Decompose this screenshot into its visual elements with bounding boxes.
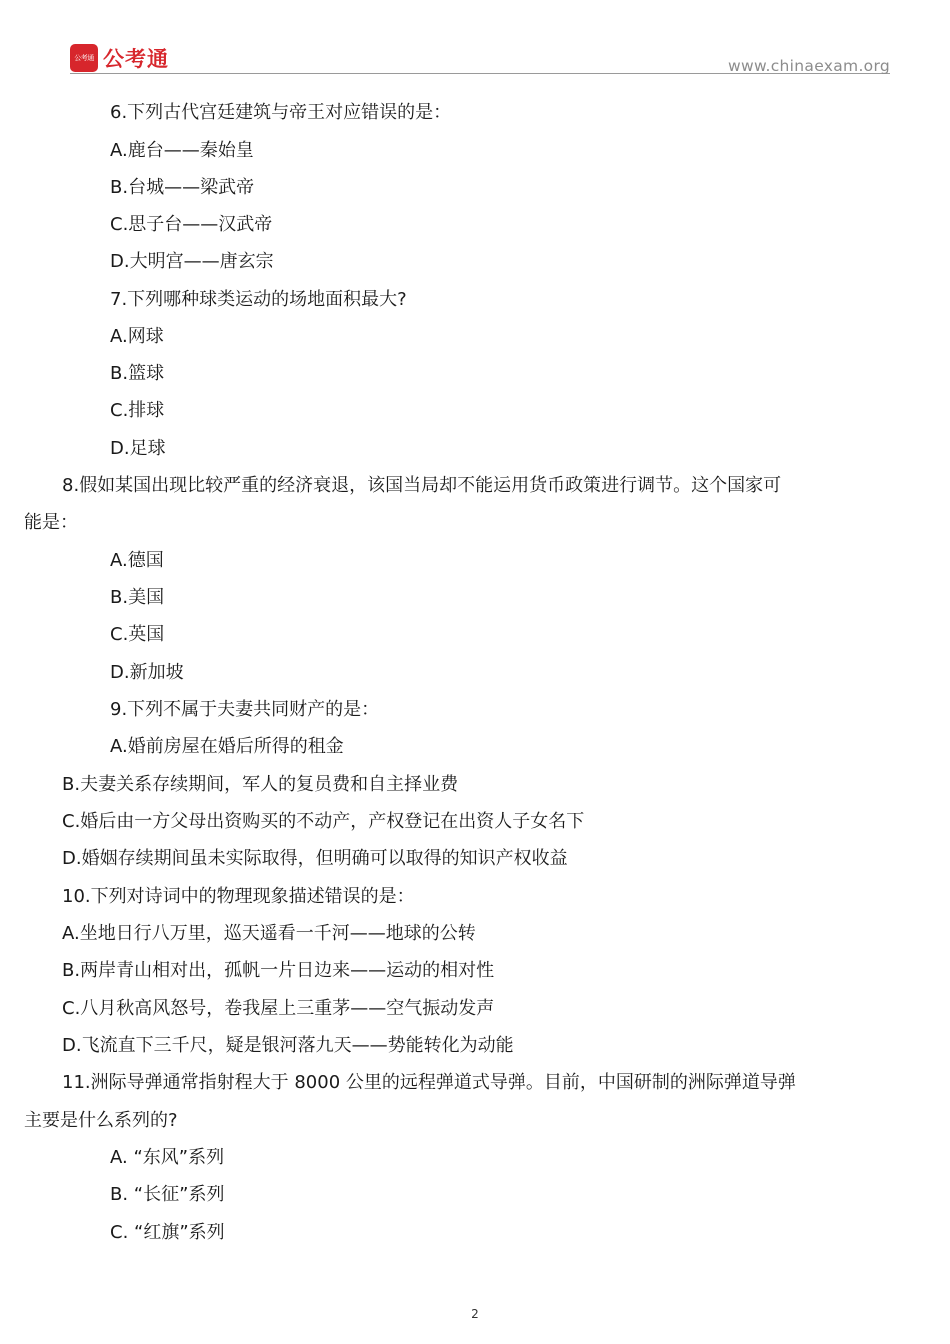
page-header [0, 0, 950, 100]
q6-option-b: B.台城——梁武帝 [110, 177, 255, 198]
q11-option-b: B. “长征”系列 [110, 1184, 225, 1205]
q9-option-b: B.夫妻关系存续期间，军人的复员费和自主择业费 [62, 774, 459, 795]
site-url: www.chinaexam.org [728, 57, 890, 75]
q7-option-d: D.足球 [110, 438, 166, 459]
q8-option-b: B.美国 [110, 587, 165, 608]
q7-option-a: A.网球 [110, 326, 164, 347]
question-8-cont: 能是： [24, 512, 78, 533]
question-10: 10.下列对诗词中的物理现象描述错误的是： [62, 886, 415, 907]
q8-option-a: A.德国 [110, 550, 164, 571]
q7-option-c: C.排球 [110, 400, 165, 421]
logo-badge-icon: 公考通 [70, 44, 98, 72]
question-7: 7.下列哪种球类运动的场地面积最大? [110, 289, 407, 310]
q8-option-c: C.英国 [110, 624, 165, 645]
question-9: 9.下列不属于夫妻共同财产的是： [110, 699, 380, 720]
q9-option-a: A.婚前房屋在婚后所得的租金 [110, 736, 344, 757]
q6-option-d: D.大明宫——唐玄宗 [110, 251, 274, 272]
q9-option-d: D.婚姻存续期间虽未实际取得，但明确可以取得的知识产权收益 [62, 848, 568, 869]
question-6: 6.下列古代宫廷建筑与帝王对应错误的是： [110, 102, 452, 123]
question-11: 11.洲际导弹通常指射程大于 8000 公里的远程弹道式导弹。目前，中国研制的洲际弹道导弹 [62, 1072, 796, 1093]
logo [70, 44, 169, 72]
q10-option-c: C.八月秋高风怒号，卷我屋上三重茅——空气振动发声 [62, 998, 495, 1019]
question-11-cont: 主要是什么系列的? [24, 1110, 178, 1131]
q6-option-c: C.思子台——汉武帝 [110, 214, 273, 235]
q7-option-b: B.篮球 [110, 363, 165, 384]
q9-option-c: C.婚后由一方父母出资购买的不动产，产权登记在出资人子女名下 [62, 811, 585, 832]
q8-option-d: D.新加坡 [110, 662, 184, 683]
q11-option-a: A. “东风”系列 [110, 1147, 225, 1168]
q11-option-c: C. “红旗”系列 [110, 1222, 225, 1243]
q10-option-b: B.两岸青山相对出，孤帆一片日边来——运动的相对性 [62, 960, 495, 981]
q6-option-a: A.鹿台——秦始皇 [110, 140, 254, 161]
page-number: 2 [471, 1307, 479, 1321]
q10-option-a: A.坐地日行八万里，巡天遥看一千河——地球的公转 [62, 923, 476, 944]
question-8: 8.假如某国出现比较严重的经济衰退，该国当局却不能运用货币政策进行调节。这个国家可 [62, 475, 782, 496]
logo-text: 公考通 [103, 47, 169, 71]
q10-option-d: D.飞流直下三千尺，疑是银河落九天——势能转化为动能 [62, 1035, 514, 1056]
